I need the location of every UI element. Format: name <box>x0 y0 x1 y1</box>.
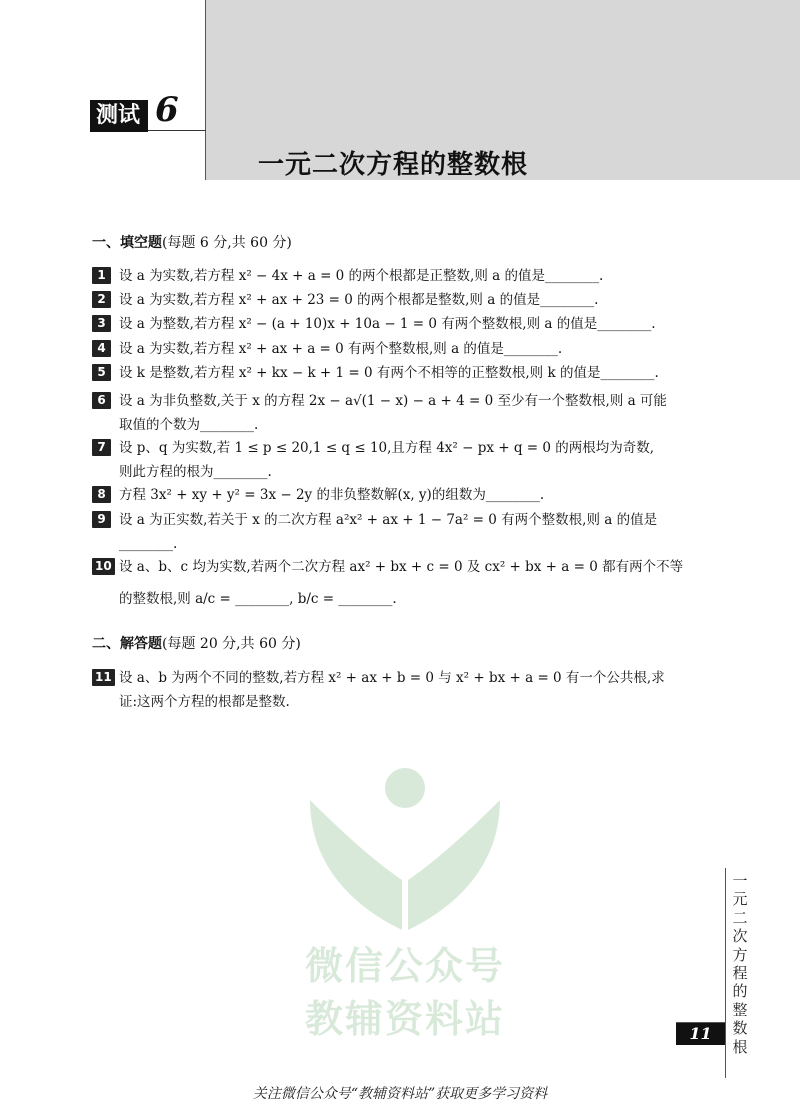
section-heading-fill-in-note: (每题 6 分,共 60 分) <box>162 235 292 251</box>
question-text: 设 a 为正实数,若关于 x 的二次方程 a²x² + ax + 1 − 7a² = 0 有两个整数根,则 a 的值是 <box>119 512 658 528</box>
question-9 <box>92 510 712 554</box>
section-heading-fill-in <box>92 232 292 252</box>
question-text-continued: 则此方程的根为________. <box>119 464 272 480</box>
question-text: 设 k 是整数,若方程 x² + kx − k + 1 = 0 有两个不相等的正整数根,则 k 的值是________. <box>119 365 659 381</box>
question-text-continued: 证:这两个方程的根都是整数. <box>119 694 290 710</box>
watermark <box>290 760 520 1040</box>
chapter-title: 一元二次方程的整数根 <box>258 150 529 180</box>
question-number: 10 <box>92 558 115 575</box>
question-text: 设 a 为实数,若方程 x² + ax + a = 0 有两个整数根,则 a 的值是________. <box>119 341 563 357</box>
question-text: 设 a 为实数,若方程 x² − 4x + a = 0 的两个根都是正整数,则 a 的值是________. <box>119 268 604 284</box>
section-heading-fill-in-title: 一、填空题 <box>92 235 162 251</box>
footer-promo: 关注微信公众号“教辅资料站”获取更多学习资料 <box>252 1086 548 1102</box>
question-number: 6 <box>92 392 111 409</box>
section-heading-answer-note: (每题 20 分,共 60 分) <box>162 636 301 652</box>
question-text: 设 a、b 为两个不同的整数,若方程 x² + ax + b = 0 与 x² + bx + a = 0 有一个公共根,求 <box>119 670 665 686</box>
question-number: 5 <box>92 364 111 381</box>
question-number: 8 <box>92 486 111 503</box>
section-heading-answer <box>92 633 301 653</box>
side-tab-chapter: 一元二次方程的整数根 <box>732 872 748 1056</box>
test-number: 6 <box>155 90 179 130</box>
question-text: 方程 3x² + xy + y² = 3x − 2y 的非负整数解(x, y)的组数为________. <box>119 487 545 503</box>
question-8 <box>92 485 712 505</box>
watermark-line-2: 教辅资料站 <box>304 997 505 1041</box>
question-text-continued: 的整数根,则 a/c = ________, b/c = ________. <box>119 591 397 607</box>
header-left-rule <box>205 0 206 180</box>
watermark-line-1: 微信公众号 <box>304 944 505 988</box>
question-text-continued: 取值的个数为________. <box>119 417 259 433</box>
question-number: 1 <box>92 267 111 284</box>
question-7 <box>92 438 712 482</box>
question-4 <box>92 339 712 359</box>
question-11 <box>92 668 712 712</box>
question-number: 4 <box>92 340 111 357</box>
question-6 <box>92 391 712 435</box>
question-number: 3 <box>92 315 111 332</box>
test-label: 测试 <box>90 100 148 132</box>
question-3 <box>92 314 712 334</box>
question-number: 9 <box>92 511 111 528</box>
question-text: 设 p、q 为实数,若 1 ≤ p ≤ 20,1 ≤ q ≤ 10,且方程 4x² − px + q = 0 的两根均为奇数, <box>119 440 655 456</box>
question-text: 设 a、b、c 均为实数,若两个二次方程 ax² + bx + c = 0 及 cx² + bx + a = 0 都有两个不等 <box>119 559 684 575</box>
section-heading-answer-title: 二、解答题 <box>92 636 162 652</box>
question-1 <box>92 266 712 286</box>
question-number: 7 <box>92 439 111 456</box>
question-text: 设 a 为整数,若方程 x² − (a + 10)x + 10a − 1 = 0 有两个整数根,则 a 的值是________. <box>119 316 656 332</box>
question-10 <box>92 557 712 609</box>
question-text: 设 a 为非负整数,关于 x 的方程 2x − a√(1 − x) − a + 4 = 0 至少有一个整数根,则 a 可能 <box>119 393 667 409</box>
question-5 <box>92 363 712 383</box>
question-number: 2 <box>92 291 111 308</box>
page-number: 11 <box>676 1023 725 1045</box>
question-2 <box>92 290 712 310</box>
question-text-continued: ________. <box>119 536 178 552</box>
question-text: 设 a 为实数,若方程 x² + ax + 23 = 0 的两个根都是整数,则 a 的值是________. <box>119 292 599 308</box>
watermark-sprout-logo-icon <box>290 760 520 935</box>
question-number: 11 <box>92 669 115 686</box>
side-tab-rule <box>725 868 726 1078</box>
